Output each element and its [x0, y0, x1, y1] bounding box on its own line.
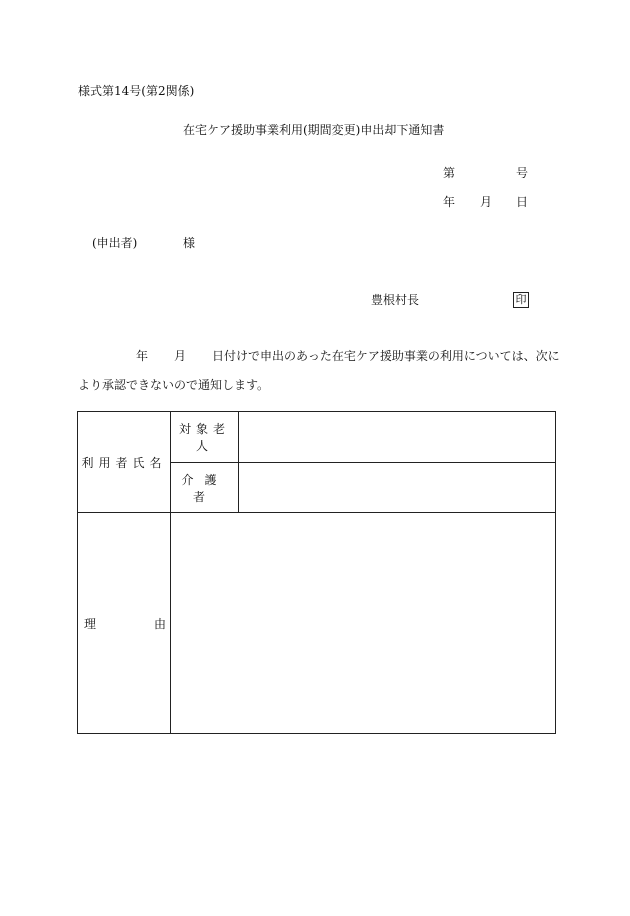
- caregiver-label-cell: [171, 463, 239, 513]
- caregiver-label: 介護者: [181, 472, 228, 504]
- document-title: 在宅ケア援助事業利用(期間変更)申出却下通知書: [183, 123, 445, 137]
- user-name-label: 利用者氏名: [81, 455, 167, 470]
- body-text-line-2: より承認できないので通知します。: [78, 378, 270, 392]
- reason-label-left: 理: [84, 616, 97, 631]
- reason-label-right: 由: [153, 616, 166, 631]
- target-elder-label-cell: [171, 412, 239, 463]
- sender-mayor: 豊根村長: [371, 293, 420, 307]
- target-elder-field[interactable]: [239, 412, 556, 463]
- date-month-label: 月: [480, 195, 493, 209]
- seal-stamp: 印: [513, 292, 529, 308]
- form-table: [77, 411, 556, 734]
- reason-label-cell: [78, 513, 171, 734]
- honorific: 様: [183, 236, 196, 250]
- date-day-label: 日: [516, 195, 529, 209]
- date-year-label: 年: [443, 195, 456, 209]
- target-elder-label: 対象老人: [178, 422, 230, 453]
- form-number: 様式第14号(第2関係): [78, 84, 195, 98]
- reason-field[interactable]: [171, 513, 556, 734]
- caregiver-field[interactable]: [239, 463, 556, 513]
- body-line1-rest: 日付けで申出のあった在宅ケア援助事業の利用については、次に: [212, 349, 560, 363]
- ref-number-suffix: 号: [516, 166, 529, 180]
- user-name-label-cell: [78, 412, 171, 513]
- body-year: 年: [136, 349, 149, 363]
- body-text-line-1: [78, 349, 560, 363]
- body-month: 月: [174, 349, 187, 363]
- applicant-label: (申出者): [92, 236, 138, 250]
- ref-number-prefix: 第: [443, 166, 456, 180]
